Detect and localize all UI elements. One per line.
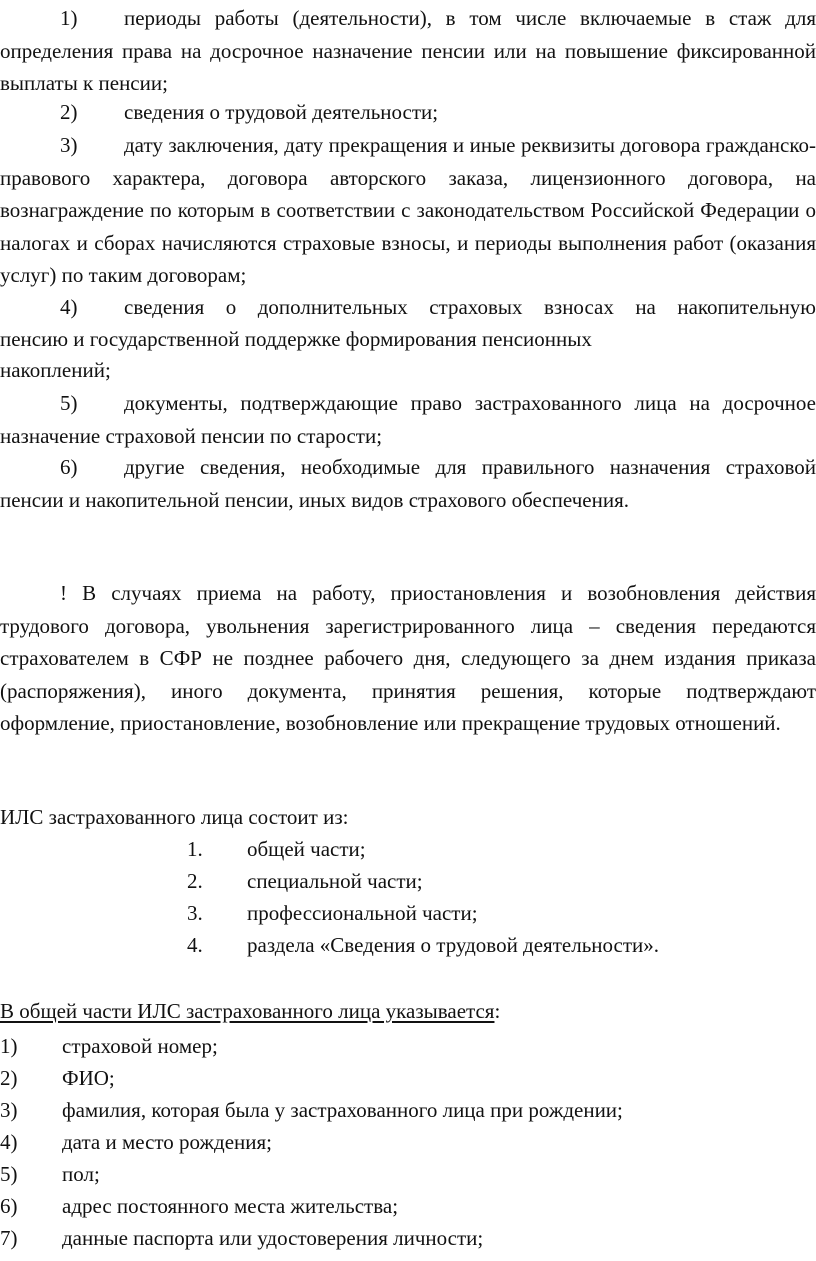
general-item-number: 7) bbox=[0, 1226, 18, 1250]
general-item-text: страховой номер; bbox=[62, 1034, 218, 1058]
ils-part-text: профессиональной части; bbox=[247, 901, 478, 925]
item-text: сведения о дополнительных страховых взносах на накопительную bbox=[124, 295, 816, 319]
general-part-heading-colon: : bbox=[494, 999, 501, 1023]
ils-part-number: 4. bbox=[187, 933, 203, 957]
general-item-text: пол; bbox=[62, 1162, 100, 1186]
general-item-text: ФИО; bbox=[62, 1066, 115, 1090]
ils-part-number: 3. bbox=[187, 901, 203, 925]
general-item-text: дата и место рождения; bbox=[62, 1130, 273, 1154]
general-item bbox=[0, 1094, 623, 1127]
ils-part-text: раздела «Сведения о трудовой деятельности». bbox=[247, 933, 660, 957]
item-text: периоды работы (деятельности), в том числе включаемые в стаж для определения права на досрочное назначение пенсии или на повышение фиксированной выплаты к пенсии; bbox=[0, 6, 816, 95]
general-item bbox=[0, 1222, 483, 1255]
item-text-line: пенсию и государственной поддержке формирования пенсионных bbox=[0, 327, 592, 351]
general-item bbox=[0, 1190, 398, 1223]
item-number: 2) bbox=[60, 100, 78, 124]
general-item bbox=[0, 1030, 218, 1063]
list-item bbox=[0, 291, 816, 324]
ils-part-text: общей части; bbox=[247, 837, 366, 861]
list-item bbox=[0, 2, 816, 100]
ils-part-text: специальной части; bbox=[247, 869, 423, 893]
item-number: 5) bbox=[60, 391, 78, 415]
general-item bbox=[0, 1126, 272, 1159]
general-item-text: фамилия, которая была у застрахованного лица при рождении; bbox=[62, 1098, 623, 1122]
item-number: 3) bbox=[60, 133, 78, 157]
general-item-number: 4) bbox=[0, 1130, 18, 1154]
item-text: дату заключения, дату прекращения и иные реквизиты договора гражданско-правового характера, договора авторского заказа, лицензионного договора, на вознаграждение по которым в соответствии с законодательством Российской Федерации о налогах и сборах начисляются страховые взносы, и периоды выполнения работ (оказания услуг) по таким договорам; bbox=[0, 133, 816, 287]
ils-part bbox=[187, 897, 478, 930]
list-item bbox=[0, 129, 816, 292]
ils-part-number: 1. bbox=[187, 837, 203, 861]
general-item bbox=[0, 1158, 100, 1191]
general-item-text: адрес постоянного места жительства; bbox=[62, 1194, 399, 1218]
general-item-number: 5) bbox=[0, 1162, 18, 1186]
general-item-text: данные паспорта или удостоверения личности; bbox=[62, 1226, 484, 1250]
list-item bbox=[0, 96, 816, 129]
item-number: 4) bbox=[60, 295, 78, 319]
item-text: документы, подтверждающие право застрахованного лица на досрочное назначение страховой пенсии по старости; bbox=[0, 391, 816, 448]
item-text: сведения о трудовой деятельности; bbox=[124, 100, 439, 124]
general-item-number: 1) bbox=[0, 1034, 18, 1058]
ils-part bbox=[187, 833, 366, 866]
general-part-heading-text: В общей части ИЛС застрахованного лица указывается bbox=[0, 999, 495, 1023]
item-number: 1) bbox=[60, 6, 78, 30]
list-item bbox=[0, 451, 816, 516]
general-item-number: 3) bbox=[0, 1098, 18, 1122]
general-item bbox=[0, 1062, 115, 1095]
general-part-heading bbox=[0, 995, 816, 1028]
list-item bbox=[0, 387, 816, 452]
item-text: другие сведения, необходимые для правильного назначения страховой пенсии и накопительной пенсии, иных видов страхового обеспечения. bbox=[0, 455, 816, 512]
general-item-number: 2) bbox=[0, 1066, 18, 1090]
notice-paragraph: ! В случаях приема на работу, приостановления и возобновления действия трудового договора, увольнения зарегистрированного лица – сведения передаются страхователем в СФР не позднее рабочего дня, следующего за днем издания приказа (распоряжения), иного документа, принятия решения, которые подтверждают оформление, приостановление, возобновление или прекращение трудовых отношений. bbox=[0, 581, 816, 735]
ils-part bbox=[187, 865, 423, 898]
ils-part-number: 2. bbox=[187, 869, 203, 893]
item-text-line: накоплений; bbox=[0, 358, 111, 382]
ils-part bbox=[187, 929, 659, 962]
general-item-number: 6) bbox=[0, 1194, 18, 1218]
ils-heading: ИЛС застрахованного лица состоит из: bbox=[0, 805, 349, 829]
item-number: 6) bbox=[60, 455, 78, 479]
